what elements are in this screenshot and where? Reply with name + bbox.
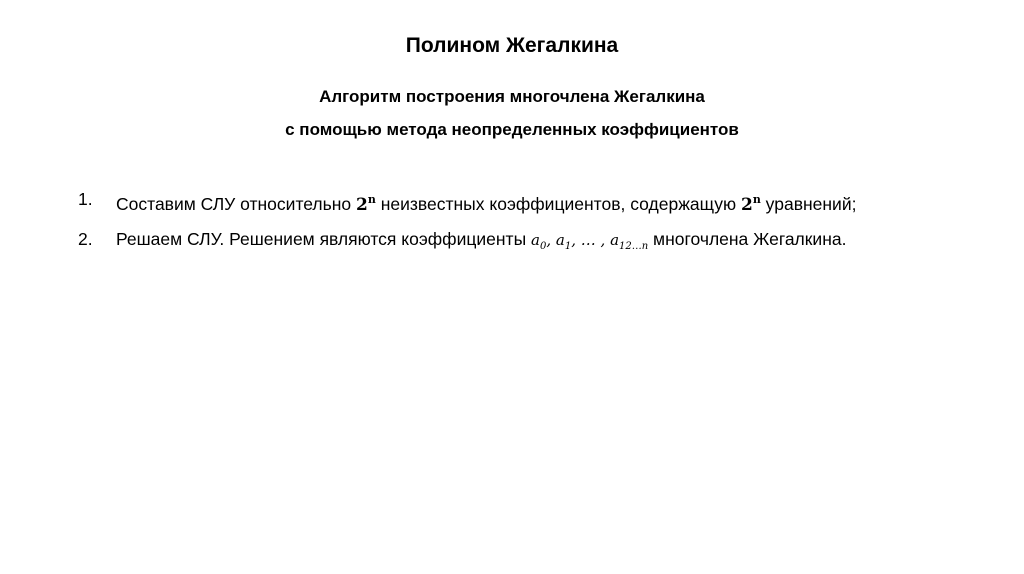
step-text: Решаем СЛУ. Решением являются коэффициенты: [116, 229, 532, 249]
steps-list: [78, 184, 944, 265]
formula-two-pow-n: [356, 195, 376, 215]
step-item-1: [78, 184, 944, 221]
coef-subscript: 12…n: [619, 241, 649, 252]
coef-symbol: a: [555, 231, 565, 249]
subtitle-line-2: с помощью метода неопределенных коэффициентов: [285, 120, 739, 139]
formula-exponent: n: [752, 193, 761, 206]
step-item-2: [78, 224, 944, 262]
formula-base: 2: [740, 195, 753, 215]
step-number: 2.: [78, 229, 93, 249]
step-text: неизвестных коэффициентов, содержащую: [375, 194, 741, 214]
separator: , … ,: [571, 231, 611, 249]
coef-symbol: a: [531, 231, 540, 249]
step-text: Составим СЛУ относительно: [116, 194, 357, 214]
coef-symbol: a: [610, 231, 620, 249]
formula-two-pow-n: [741, 195, 761, 215]
coef-subscript: 0: [539, 241, 547, 252]
step-text: многочлена Жегалкина.: [648, 229, 847, 249]
coef-subscript: 1: [564, 241, 572, 252]
step-number: 1.: [78, 189, 93, 209]
formula-exponent: n: [367, 193, 376, 206]
formula-base: 2: [356, 195, 368, 215]
slide-title: Полином Жегалкина: [405, 34, 619, 57]
coefficients-formula: [531, 231, 649, 252]
subtitle-line-1: Алгоритм построения многочлена Жегалкина: [319, 87, 705, 106]
step-text: уравнений;: [760, 194, 857, 214]
separator: ,: [546, 231, 556, 249]
